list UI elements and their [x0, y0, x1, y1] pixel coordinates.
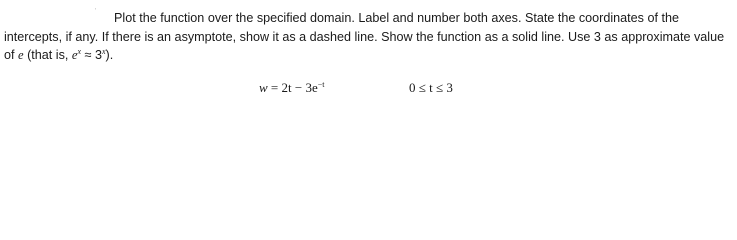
paren-open: (that is, — [23, 48, 72, 62]
function-equation — [259, 80, 324, 96]
equation-exponent: −t — [317, 80, 325, 89]
ex-exponent: x — [77, 47, 82, 56]
function-domain: 0 ≤ t ≤ 3 — [409, 80, 453, 95]
equation-rhs: = 2t − 3e — [267, 80, 318, 95]
e-symbol: e — [18, 48, 24, 62]
problem-instructions — [4, 9, 733, 65]
equation-lhs: w — [259, 80, 268, 95]
three-exponent: x — [101, 47, 106, 56]
approx-text: ≈ 3 — [81, 48, 102, 62]
stray-mark: ' — [95, 8, 97, 15]
paren-close: ). — [105, 48, 114, 62]
instruction-text: Plot the function over the specified domain. Label and number both axes. State the coordinates of the intercepts, if any. If there is an asymptote, show it as a dashed line. Show the function as a solid line. Use 3 as approximate value of — [4, 11, 725, 62]
ex-base: e — [71, 48, 78, 62]
